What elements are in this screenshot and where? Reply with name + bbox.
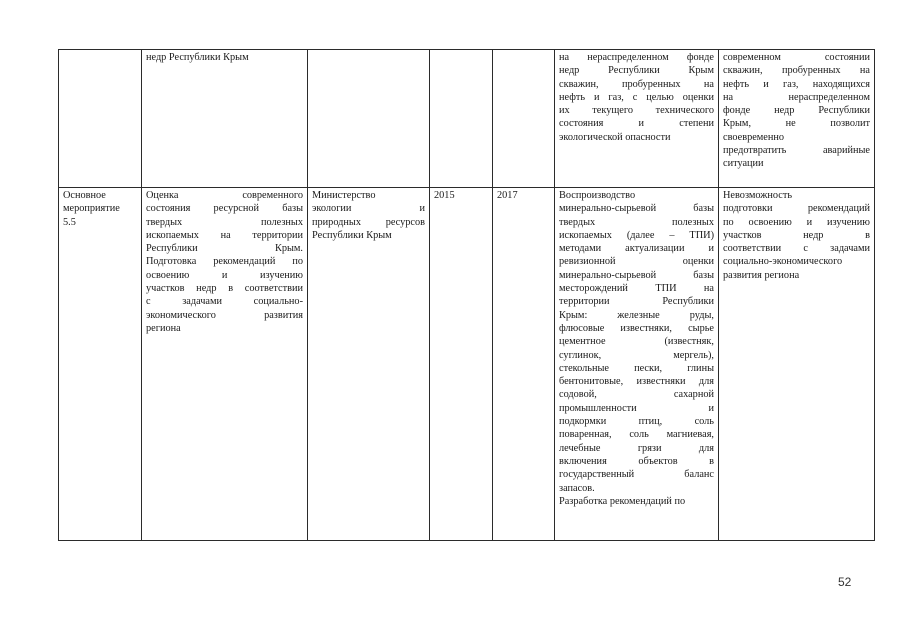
cell-text-line: предотвратить аварийные xyxy=(723,145,870,157)
cell-text-line: лечебные грязи для xyxy=(559,442,714,454)
cell-text-line: ископаемых (далее – ТПИ) xyxy=(559,229,714,241)
cell-text-line: состояния ресурсной базы xyxy=(146,203,303,215)
cell-text-line: ископаемых на территории xyxy=(146,229,303,241)
cell-text-line: бентонитовые, известняки для xyxy=(559,376,714,388)
cell-text-line: социально-экономического xyxy=(723,256,843,268)
cell-text-line: экологии и xyxy=(312,203,425,215)
cell-text: 2017 xyxy=(497,190,518,201)
cell-text-line: твердых полезных xyxy=(559,216,714,228)
cell-text-line: подготовки рекомендаций xyxy=(723,203,870,215)
cell-text-line: по освоению и изучению xyxy=(723,216,870,228)
cell-text-line: ситуации xyxy=(723,158,764,170)
cell-text-line: включения объектов в xyxy=(559,455,714,467)
cell-text-line: методами актуализации и xyxy=(559,243,714,255)
cell-text-line: месторождений ТПИ на xyxy=(559,283,714,295)
table-cell-col5 xyxy=(493,188,555,541)
cell-text-line: скважин, пробуренных на xyxy=(723,65,870,77)
cell-text-line: недр Республики Крым xyxy=(559,65,714,77)
cell-text-line: цементное (известняк, xyxy=(559,336,714,348)
table-cell-col7 xyxy=(719,50,875,188)
cell-text-line: соответствии с задачами xyxy=(723,243,870,255)
table-cell-col2 xyxy=(142,50,308,188)
cell-text-line: освоению и изучению xyxy=(146,269,303,281)
cell-text-line: минерально-сырьевой базы xyxy=(559,269,714,281)
cell-text-line: недр Республики Крым xyxy=(146,52,249,63)
cell-text-line: развития региона xyxy=(723,269,800,281)
cell-text-line: Основное xyxy=(63,190,106,201)
table-cell-col5 xyxy=(493,50,555,188)
cell-text-line: региона xyxy=(146,322,181,334)
cell-text-line: экологической опасности xyxy=(559,131,671,143)
cell-text-line: суглинок, мергель), xyxy=(559,349,714,361)
cell-text-line: Подготовка рекомендаций по xyxy=(146,256,303,268)
cell-text-line: Министерство xyxy=(312,190,376,201)
cell-text-line: участков недр в соответствии xyxy=(146,283,303,295)
table-row xyxy=(59,188,875,541)
table-body xyxy=(59,50,875,541)
cell-text-line: экономического развития xyxy=(146,309,303,321)
cell-text-line: фонде недр Республики xyxy=(723,105,870,117)
cell-text-line: Воспроизводство xyxy=(559,190,636,201)
cell-text-line: твердых полезных xyxy=(146,216,303,228)
cell-text-line: состояния и степени xyxy=(559,118,714,130)
table-cell-col4 xyxy=(430,50,493,188)
plan-table xyxy=(58,49,875,541)
table-cell-col1 xyxy=(59,50,142,188)
cell-text-line: своевременно xyxy=(723,131,785,143)
table-cell-col2 xyxy=(142,188,308,541)
cell-text-line: государственный баланс xyxy=(559,469,714,481)
cell-text-line: Невозможность xyxy=(723,190,793,201)
cell-text-line: Республики Крым xyxy=(312,229,392,241)
cell-text-line: Разработка рекомендаций по xyxy=(559,495,686,507)
cell-text-line: минерально-сырьевой базы xyxy=(559,203,714,215)
cell-text-line: их текущего технического xyxy=(559,105,714,117)
cell-text-line: Крым: железные руды, xyxy=(559,309,714,321)
cell-text-line: подкормки птиц, соль xyxy=(559,416,714,428)
cell-text-line: 5.5 xyxy=(63,216,76,228)
table-cell-col3 xyxy=(308,50,430,188)
cell-text-line: промышленности и xyxy=(559,402,714,414)
cell-text-line: участков недр в xyxy=(723,229,870,241)
page-number: 52 xyxy=(838,575,852,589)
cell-text-line: запасов. xyxy=(559,482,595,494)
table-cell-col3 xyxy=(308,188,430,541)
table-cell-col7 xyxy=(719,188,875,541)
cell-text-line: нефть и газ, находящихся xyxy=(723,78,870,90)
cell-text-line: стекольные пески, глины xyxy=(559,362,714,374)
cell-text-line: ревизионной оценки xyxy=(559,256,714,268)
cell-text-line: мероприятие xyxy=(63,203,120,215)
cell-text-line: поваренная, соль магниевая, xyxy=(559,429,714,441)
cell-text-line: территории Республики xyxy=(559,296,714,308)
table-cell-col6 xyxy=(555,50,719,188)
cell-text-line: Оценка современного xyxy=(146,190,303,201)
table-cell-col6 xyxy=(555,188,719,541)
cell-text-line: нефть и газ, с целью оценки xyxy=(559,91,714,103)
table-row xyxy=(59,50,875,188)
cell-text-line: с задачами социально- xyxy=(146,296,303,308)
cell-text-line: флюсовые известняки, сырье xyxy=(559,322,714,334)
cell-text: 2015 xyxy=(434,190,455,201)
table-cell-col4 xyxy=(430,188,493,541)
table-cell-col1 xyxy=(59,188,142,541)
cell-text-line: содовой, сахарной xyxy=(559,389,714,401)
cell-text-line: Крым, не позволит xyxy=(723,118,870,130)
cell-text-line: Республики Крым. xyxy=(146,243,303,255)
cell-text-line: на нераспределенном фонде xyxy=(559,52,714,63)
cell-text-line: современном состоянии xyxy=(723,52,870,63)
cell-text-line: на нераспределенном xyxy=(723,91,870,103)
cell-text-line: скважин, пробуренных на xyxy=(559,78,714,90)
cell-text-line: природных ресурсов xyxy=(312,216,425,228)
